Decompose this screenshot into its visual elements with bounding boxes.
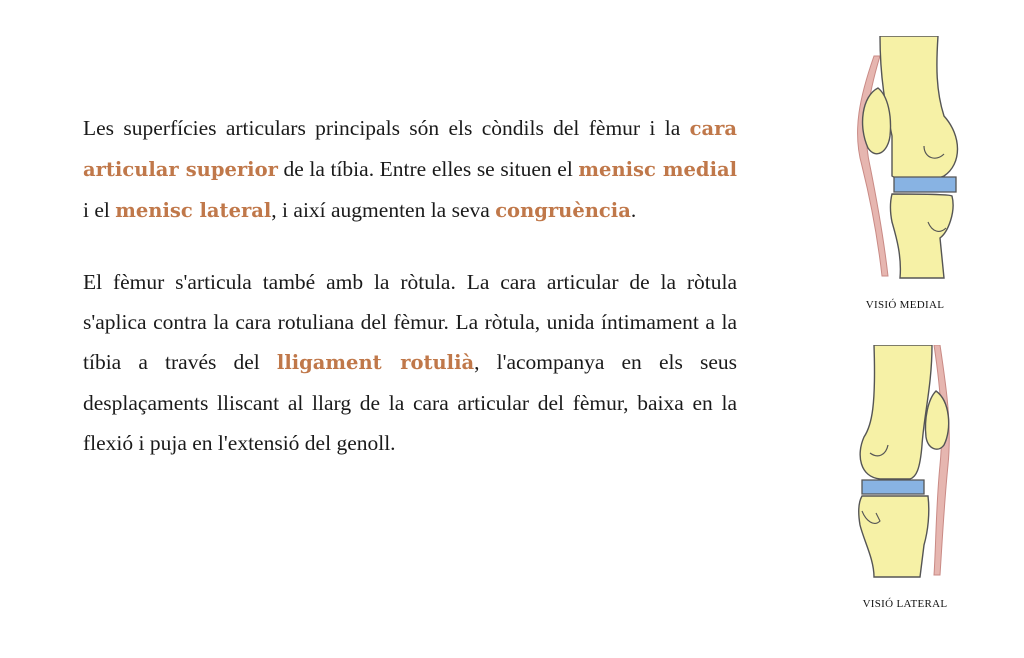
text-run: Les superfícies articulars principals són els còndils del fèmur i la bbox=[83, 116, 690, 140]
text-run: de la tíbia. Entre elles se situen el bbox=[277, 157, 579, 181]
knee-medial-illustration bbox=[840, 36, 970, 281]
text-run: i el bbox=[83, 198, 116, 222]
knee-lateral-illustration bbox=[840, 345, 970, 580]
meniscus-shape bbox=[862, 480, 924, 494]
text-run: El fèmur s'articula també amb la ròtula. La cara articular de la ròtula s'aplica contra la cara rotuliana del fèmur. La ròtula, unida íntimament a la tíbia a través del bbox=[83, 270, 737, 374]
caption-medial: VISIÓ MEDIAL bbox=[865, 299, 945, 311]
paragraph-surfaces bbox=[83, 108, 737, 231]
term-congruencia[interactable]: congruència bbox=[495, 199, 631, 222]
term-menisc-medial[interactable]: menisc medial bbox=[578, 158, 738, 181]
article-text bbox=[83, 108, 737, 494]
caption-lateral: VISIÓ LATERAL bbox=[862, 598, 948, 610]
paragraph-patella bbox=[83, 262, 737, 463]
text-run: . bbox=[630, 198, 637, 222]
tibia-shape bbox=[859, 496, 929, 577]
figure-medial-view bbox=[840, 36, 970, 311]
term-lligament-rotulia[interactable]: lligament rotulià bbox=[276, 351, 475, 374]
term-menisc-lateral[interactable]: menisc lateral bbox=[115, 199, 272, 222]
tibia-shape bbox=[891, 194, 954, 278]
femur-shape bbox=[880, 36, 958, 181]
text-run: , l'acompanya en els seus desplaçaments lliscant al llarg de la cara articular del fèmur, baixa en la flexió i puja en l'extensió del genoll. bbox=[83, 350, 737, 455]
figure-lateral-view bbox=[840, 345, 970, 610]
femur-shape bbox=[860, 345, 932, 479]
text-run: , i així augmenten la seva bbox=[271, 198, 496, 222]
ligament-shape bbox=[934, 345, 949, 575]
term-cara-articular-superior[interactable]: cara articular superior bbox=[83, 117, 737, 181]
meniscus-shape bbox=[894, 177, 956, 192]
